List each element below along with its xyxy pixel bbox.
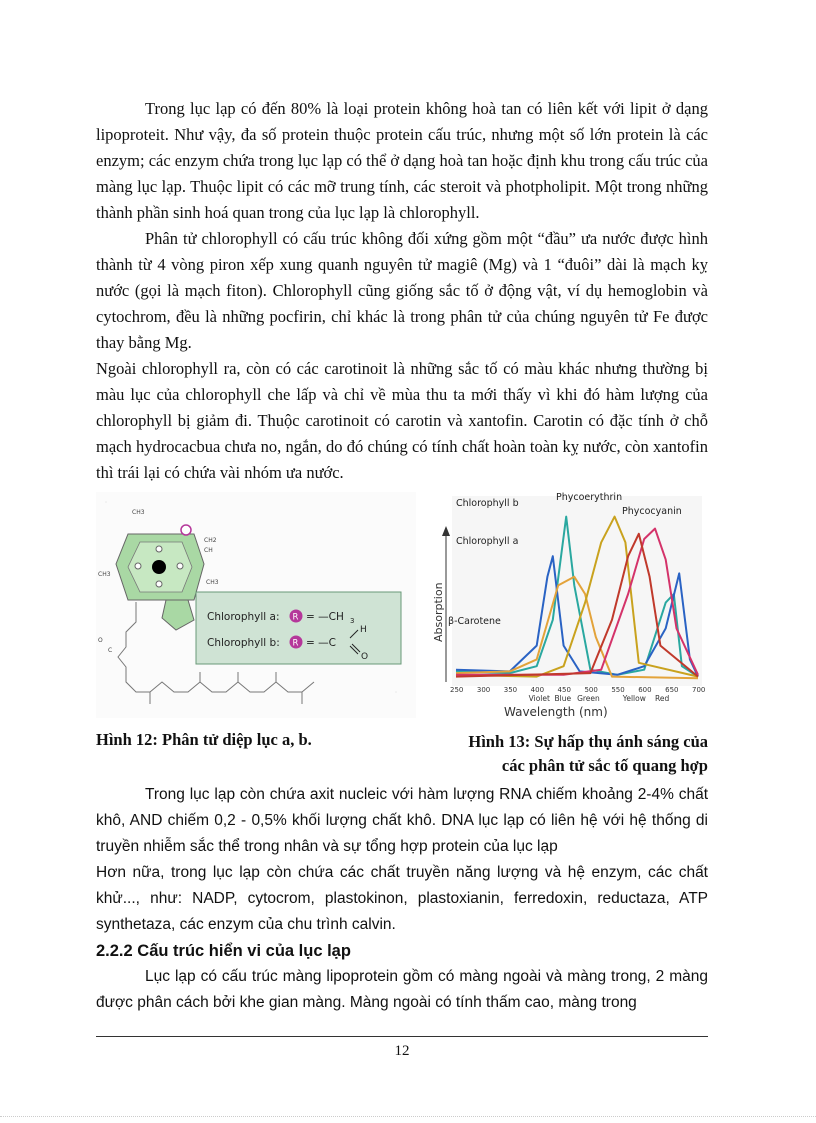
plot-area xyxy=(452,496,702,686)
r-symbol-a: R xyxy=(292,612,299,623)
figure-12-caption: Hình 12: Phân tử diệp lục a, b. xyxy=(96,730,312,749)
substituent-ch3-right: CH3 xyxy=(206,579,219,586)
x-tick-label: 500 xyxy=(584,686,598,694)
chlorophyll-label-box xyxy=(196,592,401,664)
x-tick-label: 700 xyxy=(692,686,706,694)
page-content xyxy=(96,96,708,1016)
figure-13-caption-line2: các phân tử sắc tố quang hợp xyxy=(501,756,708,775)
paragraph-membrane: Lục lạp có cấu trúc màng lipoprotein gồm có màng ngoài và màng trong, 2 màng được phân cách bởi khe gian màng. Màng ngoài có tính thấm cao, màng trong xyxy=(96,968,708,1011)
chlorophyll-a-subscript: 3 xyxy=(350,617,355,625)
figures-row xyxy=(96,492,708,732)
legend-label-4: β-Carotene xyxy=(448,616,501,627)
aldehyde-o: O xyxy=(361,652,369,662)
x-tick-label: 350 xyxy=(503,686,518,694)
x-tick-label: 450 xyxy=(557,686,571,694)
r-group-marker xyxy=(181,525,191,535)
chlorophyll-b-group: = —C xyxy=(306,637,336,649)
section-heading: 2.2.2 Cấu trúc hiển vi của lục lạp xyxy=(96,942,351,960)
paragraph-enzymes: Hơn nữa, trong lục lạp còn chứa các chất truyền năng lượng và hệ enzym, các chất khử..., như: NADP, cytocrom, plastokinon, plastoxianin, ferredoxin, reductaza, ATP synthetaza, các enzym của chu trình calvin. xyxy=(96,864,708,933)
page-bottom-border xyxy=(0,1116,816,1117)
paragraph-lipoprotein: Trong lục lạp có đến 80% là loại protein không hoà tan có liên kết với lipit ở dạng lipoproteit. Như vậy, đa số protein thuộc protein cấu trúc, nhưng một số lớn protein là các enzym; các enzym chứa trong lục lạp có thể ở dạng hoà tan hoặc định khu trong cấu trúc của màng lục lạp. Thuộc lipit có các mỡ trung tính, các steroit và photpholipit. Một trong những thành phần sinh hoá quan trong của lục lạp là chlorophyll. xyxy=(96,99,708,222)
substituent-ch: CH xyxy=(204,547,213,554)
legend-label-2: Chlorophyll a xyxy=(456,536,519,547)
r-symbol-b: R xyxy=(292,638,299,649)
substituent-ch2: CH2 xyxy=(204,537,217,544)
figure-13-caption xyxy=(468,730,708,778)
substituent-ch3-top: CH3 xyxy=(132,509,145,516)
x-tick-label: 400 xyxy=(530,686,545,694)
substituent-c: C xyxy=(108,647,113,654)
x-tick-label: 550 xyxy=(611,686,625,694)
chlorophyll-b-label: Chlorophyll b: xyxy=(207,637,280,649)
substituent-ch3-left: CH3 xyxy=(98,571,111,578)
page-number: 12 xyxy=(394,1043,410,1059)
aldehyde-h: H xyxy=(360,625,367,635)
page-footer xyxy=(96,1036,708,1060)
x-tick-label: 250 xyxy=(450,686,464,694)
paragraph-chlorophyll-structure: Phân tử chlorophyll có cấu trúc không đối xứng gồm một “đầu” ưa nước được hình thành từ 4 vòng piron xếp xung quanh nguyên tử magiê (Mg) và 1 “đuôi” dài là mạch kỵ nước (gọi là mạch fiton). Chlorophyll cũng giống sắc tố ở động vật, ví dụ hemoglobin và cytochrom, đều là những pocfirin, chỉ khác là trong phân tử của chúng nguyên tử Fe được thay bằng Mg. xyxy=(96,229,708,352)
magnesium-atom xyxy=(152,560,166,574)
paragraph-carotinoit: Ngoài chlorophyll ra, còn có các carotinoit là những sắc tố có màu khác nhưng thường bị màu lục của chlorophyll che lấp và chỉ về mùa thu ta mới thấy vì khi đó hàm lượng của chlorophyll bị giảm đi. Thuộc carotinoit có carotin và xantofin. Carotin có đặc tính ở chỗ mạch hydrocacbua chưa no, ngắn, do đó chúng có tính chất hoàn toàn kỵ nước, còn xantofin thì trái lại có chứa vài nhóm ưa nước. xyxy=(96,359,708,482)
x-tick-label: 650 xyxy=(665,686,679,694)
legend-label-0: Chlorophyll b xyxy=(456,498,519,509)
color-band-label: Red xyxy=(655,694,670,703)
x-tick-label: 600 xyxy=(638,686,652,694)
absorption-spectrum-chart xyxy=(426,492,708,722)
substituent-o: O xyxy=(98,637,103,644)
color-band-label: Yellow xyxy=(622,694,646,703)
chlorophyll-molecule-figure xyxy=(96,492,416,718)
x-axis-label: Wavelength (nm) xyxy=(504,705,608,719)
chlorophyll-a-group: = —CH xyxy=(306,611,344,623)
legend-label-3: Phycocyanin xyxy=(622,506,682,517)
chlorophyll-a-label: Chlorophyll a: xyxy=(207,611,280,623)
y-axis-label: Absorption xyxy=(432,582,445,642)
color-band-label: Blue xyxy=(554,694,572,703)
figure-captions xyxy=(96,730,708,782)
figure-13-caption-line1: Hình 13: Sự hấp thụ ánh sáng của xyxy=(468,732,708,751)
color-band-label: Green xyxy=(577,694,600,703)
x-tick-label: 300 xyxy=(476,686,491,694)
legend-label-1: Phycoerythrin xyxy=(556,492,623,503)
color-band-label: Violet xyxy=(528,694,550,703)
paragraph-nucleic-acid: Trong lục lạp còn chứa axit nucleic với hàm lượng RNA chiếm khoảng 2-4% chất khô, AND chiếm 0,2 - 0,5% khối lượng chất khô. DNA lục lạp có liên hệ với hệ thống di truyền nhiễm sắc thể trong nhân và sự tổng hợp protein của lục lạp xyxy=(96,786,708,855)
